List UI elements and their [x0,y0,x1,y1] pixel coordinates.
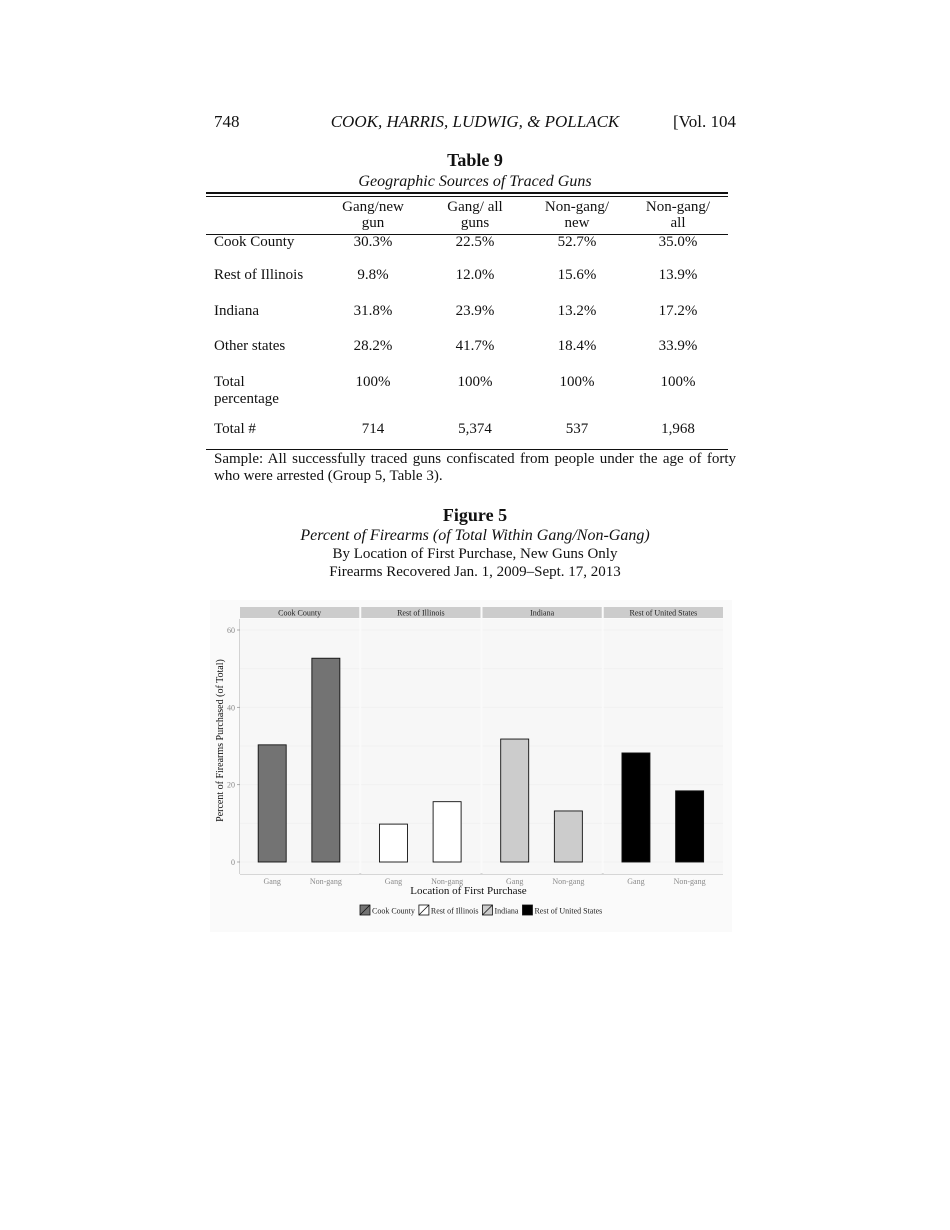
table-cell: 5,374 [458,420,492,437]
x-tick-label: Non-gang [431,877,464,886]
table-bottom-rule [206,449,728,450]
figure-subtitle: Percent of Firearms (of Total Within Gang/Non-Gang) [300,527,650,544]
y-tick-label: 40 [227,703,235,713]
row-label: Cook County [214,234,295,250]
column-header: Non-gang/ all [645,199,711,231]
bar [312,658,340,862]
table-top-rule-thin [206,196,728,197]
table-cell: 31.8% [353,302,393,319]
table-cell: 22.5% [455,234,495,250]
table-row [206,232,728,267]
x-tick-label: Gang [627,877,645,886]
geographic-sources-table [206,199,728,443]
table-cell: 52.7% [557,234,597,250]
x-tick-label: Gang [263,877,281,886]
table-cell: 9.8% [357,267,389,283]
table-cell: 1,968 [661,420,695,437]
table-cell: 33.9% [658,338,698,354]
row-label: Total # [214,420,256,437]
bar [379,824,407,862]
page-number: 748 [214,112,240,131]
y-tick-label: 60 [227,626,235,635]
legend-label: Rest of United States [534,906,603,916]
legend-swatch [522,905,532,915]
legend-label: Cook County [372,906,415,916]
table-title: Table 9 [447,150,503,170]
x-axis-title: Location of First Purchase [410,885,527,897]
x-tick-label: Gang [384,877,403,886]
table-cell: 12.0% [455,267,495,283]
bar [622,753,650,862]
facet-label: Rest of United States [629,608,698,618]
table-cell: 23.9% [455,302,495,319]
table-subtitle: Geographic Sources of Traced Guns [358,173,592,190]
table-row [206,267,728,303]
column-header: Non-gang/ new [544,199,610,231]
x-tick-label: Non-gang [673,877,706,886]
y-tick-label: 0 [231,858,235,867]
facet-label: Indiana [530,608,555,618]
table-cell: 18.4% [557,338,597,354]
table-cell: 13.2% [557,302,597,319]
bar [554,811,582,862]
faceted-bar-chart [210,600,732,932]
volume-number: [Vol. 104 [673,112,736,131]
table-cell: 41.7% [455,338,495,354]
bar [501,739,529,862]
figure-title: Figure 5 [442,505,508,525]
legend-label: Indiana [494,906,519,916]
running-header [214,112,736,134]
facet-label: Cook County [278,608,322,618]
running-title-authors: COOK, HARRIS, LUDWIG, & POLLACK [330,112,620,131]
table-row [206,421,728,443]
table-note: Sample: All successfully traced guns confiscated from people under the age of forty who were arrested (Group 5, Table 3). [214,451,736,484]
column-header: Gang/new gun [342,199,404,231]
table-cell: 13.9% [658,267,698,283]
x-tick-label: Non-gang [552,877,585,886]
bar [258,745,286,862]
table-top-rule [206,192,728,194]
table-header-row [206,199,728,232]
table-cell: 100% [457,373,493,390]
facet-label: Rest of Illinois [397,608,445,618]
figure-subtitle-line3: Firearms Recovered Jan. 1, 2009–Sept. 17, 2013 [329,564,621,580]
x-tick-label: Gang [506,877,524,886]
row-label: Rest of Illinois [214,267,304,283]
y-tick-label: 20 [227,780,235,790]
table-cell: 35.0% [658,234,698,250]
table-cell: 100% [660,373,696,390]
table-cell: 15.6% [557,267,597,283]
table-cell: 537 [565,420,589,437]
table-row [206,338,728,374]
row-label: Other states [214,338,286,354]
table-cell: 30.3% [353,234,393,250]
legend-label: Rest of Illinois [430,906,479,916]
table-cell: 100% [355,373,391,390]
row-label: Indiana [214,302,259,319]
table-cell: 100% [559,373,595,390]
row-label: Total percentage [214,373,279,407]
table-cell: 17.2% [658,302,698,319]
bar [433,802,461,862]
table-row [206,374,728,421]
x-tick-label: Non-gang [309,877,342,886]
table-cell: 714 [361,420,385,437]
bar [676,791,704,862]
y-axis-title: Percent of Firearms Purchased (of Total) [215,659,226,822]
table-cell: 28.2% [353,338,393,354]
figure-subtitle-line2: By Location of First Purchase, New Guns Only [332,546,618,562]
column-header: Gang/ all guns [447,199,503,231]
table-row [206,303,728,339]
table-header-blank [206,199,322,232]
